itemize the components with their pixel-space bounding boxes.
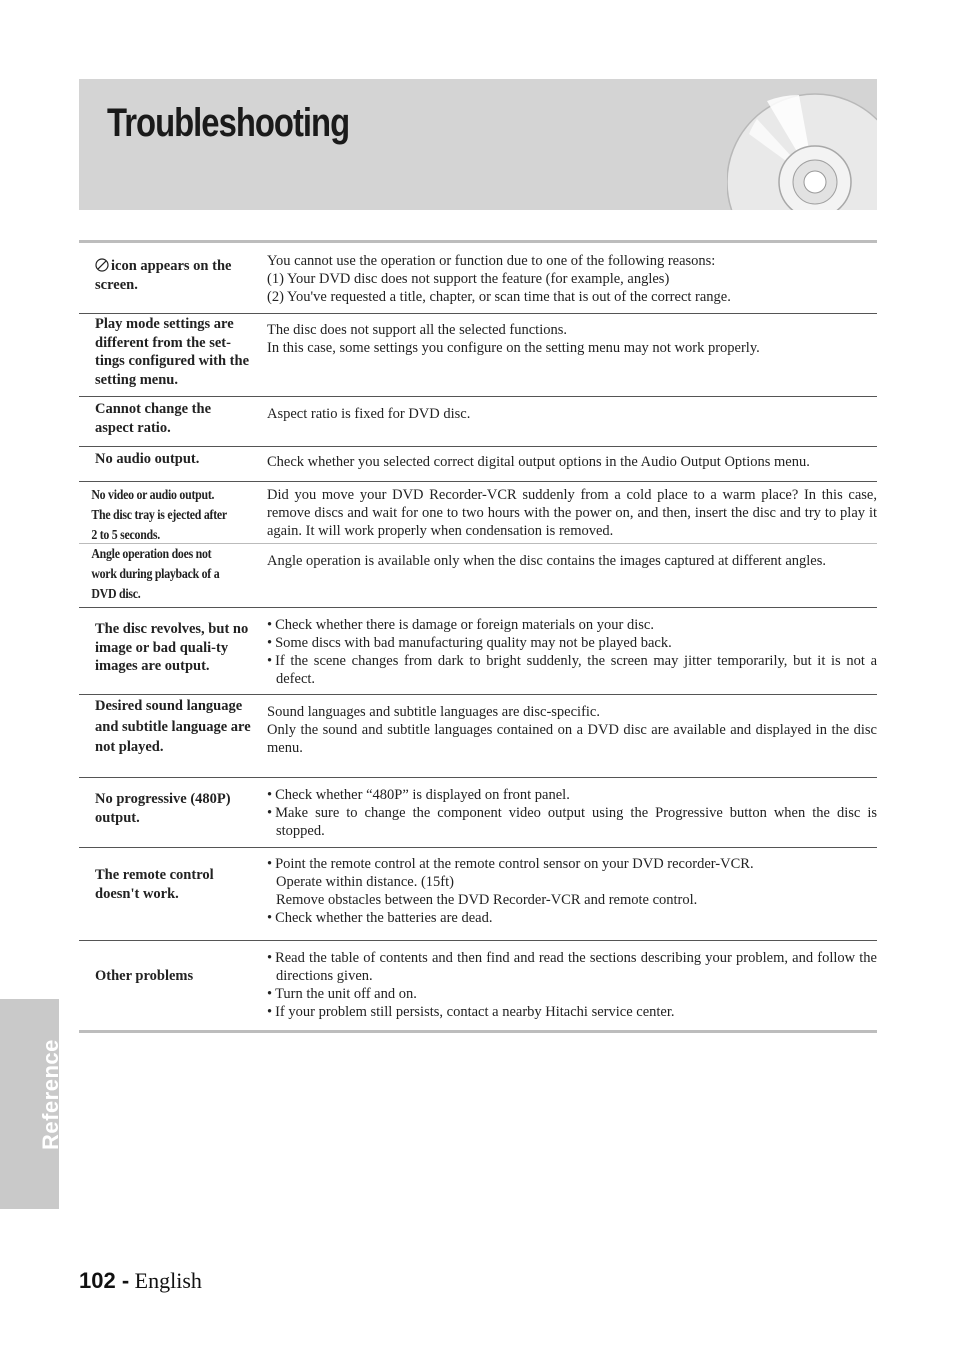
problem-cell: Cannot change the aspect ratio. bbox=[95, 401, 212, 436]
problem-cell: Other problems bbox=[95, 968, 194, 984]
table-row bbox=[79, 940, 877, 1030]
solution-cell bbox=[251, 608, 877, 694]
problem-cell: Play mode settings are different from the set-tings configured with the setting menu. bbox=[95, 316, 250, 388]
troubleshooting-table bbox=[79, 240, 877, 1033]
solution-bullet: • Some discs with bad manufacturing quality may not be played back. bbox=[267, 634, 877, 652]
solution-cell bbox=[251, 314, 877, 396]
solution-bullet: • Make sure to change the component video output using the Progressive button when the disc is stopped. bbox=[267, 804, 877, 840]
solution-subline: Remove obstacles between the DVD Recorder-VCR and remote control. bbox=[276, 892, 698, 908]
table-row bbox=[79, 543, 877, 607]
table-row bbox=[79, 847, 877, 940]
problem-cell: Desired sound language and subtitle language are not played. bbox=[95, 698, 251, 755]
solution-cell bbox=[251, 447, 877, 481]
table-row bbox=[79, 446, 877, 481]
solution-cell bbox=[251, 482, 877, 543]
solution-line: You cannot use the operation or function due to one of the following reasons: bbox=[267, 253, 716, 269]
solution-bullet: • If your problem still persists, contact a nearby Hitachi service center. bbox=[267, 1003, 877, 1021]
problem-cell: No progressive (480P) output. bbox=[95, 791, 231, 826]
solution-line: Check whether you selected correct digital output options in the Audio Output Options menu. bbox=[267, 454, 810, 470]
solution-line: Did you move your DVD Recorder-VCR suddenly from a cold place to a warm place? In this case, remove discs and wait for one to two hours with the power on, and then, insert the disc and try to play it again. It will work properly when condensation is removed. bbox=[267, 487, 877, 539]
disc-icon bbox=[727, 79, 877, 210]
problem-cell: No video or audio output. The disc tray is ejected after 2 to 5 seconds. bbox=[91, 487, 227, 542]
prohibited-icon bbox=[95, 258, 109, 272]
solution-line: Only the sound and subtitle languages contained on a DVD disc are available and displayed in the disc menu. bbox=[267, 722, 877, 756]
solution-bullet: • Check whether “480P” is displayed on front panel. bbox=[267, 786, 877, 804]
solution-bullet: • Check whether there is damage or foreign materials on your disc. bbox=[267, 616, 877, 634]
table-row bbox=[79, 243, 877, 313]
solution-bullet: • Read the table of contents and then find and read the sections describing your problem, and follow the directions given. bbox=[267, 949, 877, 985]
table-row bbox=[79, 313, 877, 396]
solution-cell bbox=[251, 544, 877, 607]
solution-line: Sound languages and subtitle languages are disc-specific. bbox=[267, 704, 600, 720]
table-row bbox=[79, 607, 877, 694]
solution-line: In this case, some settings you configure on the setting menu may not work properly. bbox=[267, 340, 760, 356]
problem-cell: Angle operation does not work during playback of a DVD disc. bbox=[91, 546, 220, 601]
problem-cell: The remote control doesn't work. bbox=[95, 867, 214, 902]
page-number: 102 - bbox=[79, 1268, 130, 1293]
table-row bbox=[79, 694, 877, 777]
table-row bbox=[79, 396, 877, 446]
solution-bullet: • Turn the unit off and on. bbox=[267, 985, 877, 1003]
solution-cell bbox=[251, 941, 877, 1030]
solution-cell bbox=[251, 243, 877, 313]
problem-cell: No audio output. bbox=[95, 451, 200, 467]
side-tab-label: Reference bbox=[38, 1039, 63, 1150]
solution-subline: Operate within distance. (15ft) bbox=[276, 874, 454, 890]
solution-bullet: • If the scene changes from dark to bright suddenly, the screen may jitter temporarily, but it is not a defect. bbox=[267, 652, 877, 688]
solution-line: (1) Your DVD disc does not support the feature (for example, angles) bbox=[267, 271, 670, 287]
solution-line: Angle operation is available only when the disc contains the images captured at different angles. bbox=[267, 553, 827, 569]
solution-line: Aspect ratio is fixed for DVD disc. bbox=[267, 406, 471, 422]
problem-cell bbox=[79, 243, 251, 313]
solution-cell bbox=[251, 848, 877, 940]
solution-cell bbox=[251, 695, 877, 777]
page-title: Troubleshooting bbox=[107, 101, 350, 145]
page-language: English bbox=[129, 1268, 202, 1293]
table-row bbox=[79, 777, 877, 847]
solution-cell bbox=[251, 397, 877, 446]
page-footer bbox=[79, 1268, 202, 1294]
solution-line: The disc does not support all the selected functions. bbox=[267, 322, 567, 338]
solution-bullet: • Check whether the batteries are dead. bbox=[267, 909, 877, 927]
solution-bullet: • Point the remote control at the remote control sensor on your DVD recorder-VCR. bbox=[267, 855, 877, 873]
problem-cell: The disc revolves, but no image or bad quali-ty images are output. bbox=[95, 621, 249, 674]
solution-cell bbox=[251, 778, 877, 847]
problem-text: icon appears on the screen. bbox=[95, 258, 232, 293]
header-band bbox=[79, 79, 877, 210]
solution-line: (2) You've requested a title, chapter, or scan time that is out of the correct range. bbox=[267, 289, 731, 305]
table-row bbox=[79, 481, 877, 543]
